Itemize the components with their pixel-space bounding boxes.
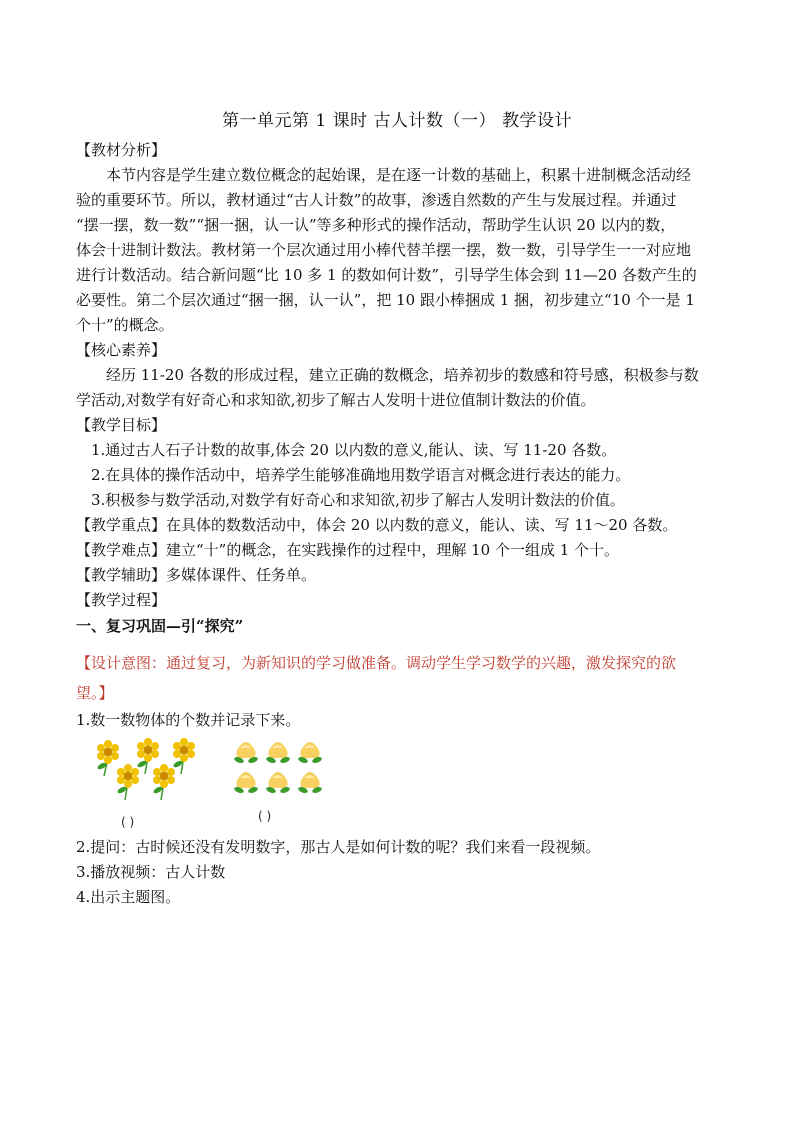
section-heading: 【教材分析】 — [76, 141, 167, 159]
sunflower-icon — [96, 740, 119, 776]
difficulty-heading: 【教学难点】 — [76, 541, 167, 559]
aids-heading: 【教学辅助】 — [76, 566, 167, 584]
paragraph-line: 个十”的概念。 — [76, 316, 174, 334]
paragraph-line: 本节内容是学生建立数位概念的起始课，是在逐一计数的基础上，积累十进制概念活动经 — [106, 166, 692, 184]
section-heading: 【教学目标】 — [76, 416, 167, 434]
sunflower-group-icon — [90, 732, 200, 804]
design-intent-line: 【设计意图：通过复习，为新知识的学习做准备。调动学生学习数学的兴趣，激发探究的欲 — [76, 654, 677, 672]
paragraph-line: 进行计数活动。结合新问题“比 10 多 1 的数如何计数”，引导学生体会到 11—20 各数产生的 — [76, 266, 697, 284]
answer-blank-left[interactable]: ( ) — [121, 815, 135, 829]
design-intent-line: 望。】 — [76, 684, 114, 702]
section-textbook-analysis — [76, 138, 726, 613]
paragraph-line: “摆一摆，数一数”“捆一捆，认一认”等多种形式的操作活动，帮助学生认识 20 以内的数， — [76, 216, 676, 234]
step-4: 4.出示主题图。 — [76, 888, 181, 906]
peach-icon — [233, 742, 258, 764]
key-point-heading: 【教学重点】 — [76, 516, 167, 534]
sunflower-icon — [172, 738, 195, 774]
goal-item: 3.积极参与数学活动,对数学有好奇心和求知欲,初步了解古人发明计数法的价值。 — [91, 491, 625, 509]
peach-icon — [265, 742, 290, 764]
paragraph-line: 必要性。第二个层次通过“捆一捆，认一认”，把 10 跟小棒捆成 1 捆，初步建立“10 个一是 1 — [76, 291, 695, 309]
document-title: 第一单元第 1 课时 古人计数（一） 教学设计 — [222, 111, 572, 131]
sunflower-icon — [116, 764, 139, 800]
difficulty-text: 建立“十”的概念，在实践操作的过程中，理解 10 个一组成 1 个十。 — [166, 541, 620, 559]
aids-text: 多媒体课件、任务单。 — [166, 566, 317, 584]
section-heading: 【核心素养】 — [76, 341, 167, 359]
goal-item: 1.通过古人石子计数的故事,体会 20 以内数的意义,能认、读、写 11-20 各数。 — [91, 441, 617, 459]
steps-list — [76, 835, 726, 910]
peach-icon — [233, 772, 258, 794]
goal-item: 2.在具体的操作活动中，培养学生能够准确地用数学语言对概念进行表达的能力。 — [91, 466, 631, 484]
sunflower-icon — [152, 764, 175, 800]
paragraph-line: 学活动,对数学有好奇心和求知欲,初步了解古人发明十进位值制计数法的价值。 — [76, 391, 596, 409]
key-point-text: 在具体的数数活动中，体会 20 以内数的意义，能认、读、写 11～20 各数。 — [166, 516, 678, 534]
paragraph-line: 经历 11-20 各数的形成过程，建立正确的数概念，培养初步的数感和符号感，积极参与数 — [106, 366, 699, 384]
peach-icon — [265, 772, 290, 794]
paragraph-line: 验的重要环节。所以，教材通过“古人计数”的故事，渗透自然数的产生与发展过程。并通过 — [76, 191, 677, 209]
step-1: 1.数一数物体的个数并记录下来。 — [76, 711, 301, 729]
peach-icon — [297, 742, 322, 764]
answer-blank-right[interactable]: ( ) — [258, 809, 272, 823]
section-heading: 【教学过程】 — [76, 591, 167, 609]
peach-group-icon — [228, 736, 328, 798]
step-3: 3.播放视频：古人计数 — [76, 863, 226, 881]
step-2: 2.提问：古时候还没有发明数字，那古人是如何计数的呢？我们来看一段视频。 — [76, 838, 601, 856]
key-point — [76, 513, 726, 538]
peach-icon — [297, 772, 322, 794]
design-intent — [76, 648, 726, 708]
difficulty — [76, 538, 726, 563]
part1-heading: 一、复习巩固—引“探究” — [76, 617, 244, 635]
paragraph-line: 体会十进制计数法。教材第一个层次通过用小棒代替羊摆一摆，数一数，引导学生一一对应地 — [76, 241, 692, 259]
teaching-aids — [76, 563, 726, 588]
